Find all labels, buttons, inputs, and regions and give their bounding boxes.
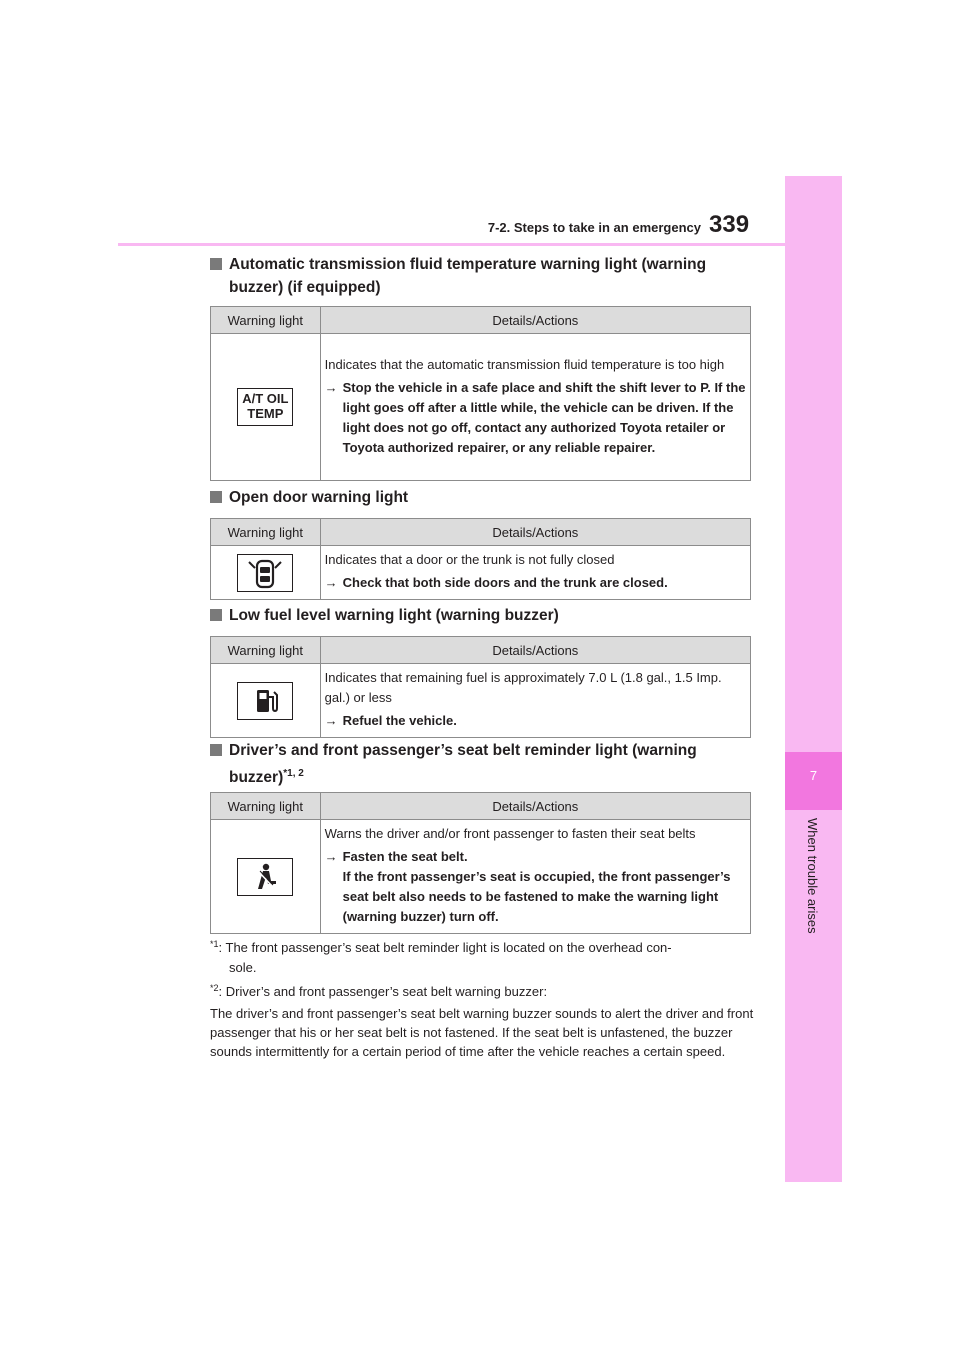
open-door-icon	[237, 554, 293, 592]
table-header-row	[211, 793, 751, 820]
footnote-text: : Driver’s and front passenger’s seat belt warning buzzer:	[218, 984, 548, 999]
footnote-2	[210, 978, 755, 1002]
col-details: Details/Actions	[320, 307, 750, 334]
heading-bullet	[210, 258, 222, 270]
section-heading-seat-belt	[210, 739, 697, 789]
action-text: Stop the vehicle in a safe place and shift the shift lever to P. If the light goes off after a little while, the vehicle can be driven. If the light does not go off, contact any authorized Toyota retailer or Toyota authorized repairer, or any reliable repairer.	[342, 379, 746, 455]
description-text: Warns the driver and/or front passenger to fasten their seat belts	[324, 826, 696, 841]
col-warning-light: Warning light	[211, 519, 321, 546]
action-text: Refuel the vehicle.	[342, 713, 457, 728]
table-row	[211, 664, 751, 738]
icon-cell	[211, 664, 321, 738]
heading-line2: buzzer)	[229, 769, 284, 786]
section-heading-at-oil	[210, 253, 706, 299]
footnote-mark: *2	[210, 983, 219, 993]
description-text: Indicates that a door or the trunk is not fully closed	[324, 552, 615, 567]
arrow-icon: →	[324, 713, 338, 728]
heading-bullet	[210, 491, 222, 503]
warning-table-open-door	[210, 518, 751, 600]
col-warning-light: Warning light	[211, 637, 321, 664]
seat-belt-glyph	[238, 859, 292, 895]
icon-label-line1: A/T OIL	[242, 391, 289, 406]
footnote-mark: *1	[210, 939, 219, 949]
header-divider	[118, 243, 785, 246]
section-heading-open-door	[210, 486, 408, 509]
action-text-block	[325, 573, 746, 593]
details-cell	[320, 664, 750, 738]
details-cell	[320, 334, 750, 481]
table-header-row	[211, 637, 751, 664]
heading-line1: Driver’s and front passenger’s seat belt reminder light (warning	[229, 742, 697, 759]
heading-line1: Automatic transmission fluid temperature warning light (warning	[229, 256, 707, 273]
heading-text: Low fuel level warning light (warning buzzer)	[229, 607, 559, 624]
seat-belt-icon	[237, 858, 293, 896]
warning-table-low-fuel	[210, 636, 751, 738]
action-text-block	[325, 847, 746, 927]
heading-text: Open door warning light	[229, 489, 409, 506]
details-cell	[320, 820, 750, 934]
heading-line2: buzzer) (if equipped)	[229, 279, 381, 296]
table-header-row	[211, 307, 751, 334]
table-row	[211, 334, 751, 481]
col-details: Details/Actions	[320, 793, 750, 820]
footnote-text-cont: sole.	[229, 960, 257, 975]
icon-label-line2: TEMP	[247, 406, 284, 421]
page-number: 339	[709, 211, 750, 238]
col-details: Details/Actions	[320, 637, 750, 664]
arrow-icon: →	[324, 379, 338, 395]
col-warning-light: Warning light	[211, 307, 321, 334]
action-text-block	[325, 711, 746, 731]
description-text: Indicates that the automatic transmission fluid temperature is too high	[324, 356, 725, 372]
action-text-line1: Fasten the seat belt.	[342, 849, 468, 864]
warning-table-at-oil	[210, 306, 751, 481]
chapter-sidebar	[785, 176, 842, 1182]
icon-cell	[211, 820, 321, 934]
table-row	[211, 820, 751, 934]
arrow-icon: →	[324, 575, 338, 590]
warning-table-seat-belt	[210, 792, 751, 934]
action-text-block	[325, 378, 746, 458]
table-header-row	[211, 519, 751, 546]
heading-bullet	[210, 744, 222, 756]
heading-bullet	[210, 609, 222, 621]
footnote-text: : The front passenger’s seat belt reminder light is located on the overhead con-	[218, 940, 672, 955]
col-details: Details/Actions	[320, 519, 750, 546]
chapter-title: When trouble arises	[805, 818, 820, 934]
section-heading-low-fuel	[210, 604, 559, 627]
arrow-icon: →	[324, 849, 338, 864]
chapter-number: 7	[809, 768, 818, 783]
action-text-line2: If the front passenger’s seat is occupied, the front passenger’s seat belt also needs to be fastened to make the warning light (warning buzzer) turn off.	[342, 869, 731, 924]
description-text: Indicates that remaining fuel is approximately 7.0 L (1.8 gal., 1.5 Imp. gal.) or less	[324, 670, 722, 705]
fuel-pump-icon	[237, 682, 293, 720]
action-text: Check that both side doors and the trunk are closed.	[342, 575, 668, 590]
body-paragraph: The driver’s and front passenger’s seat belt warning buzzer sounds to alert the driver and front passenger that his or her seat belt is not fastened. If the seat belt is unfastened, the buzzer sounds intermittently for a certain period of time after the vehicle reaches a certain speed.	[210, 1006, 754, 1059]
heading-footnote-ref: *1, 2	[283, 768, 304, 779]
icon-cell	[211, 546, 321, 600]
fuel-pump-glyph	[238, 683, 292, 719]
footnote-1	[210, 934, 755, 978]
at-oil-temp-icon	[237, 388, 293, 426]
section-header: 7-2. Steps to take in an emergency	[487, 220, 701, 235]
table-row	[211, 546, 751, 600]
col-warning-light: Warning light	[211, 793, 321, 820]
open-door-glyph	[238, 555, 292, 591]
icon-cell	[211, 334, 321, 481]
details-cell	[320, 546, 750, 600]
heading-line2-block	[210, 762, 697, 789]
